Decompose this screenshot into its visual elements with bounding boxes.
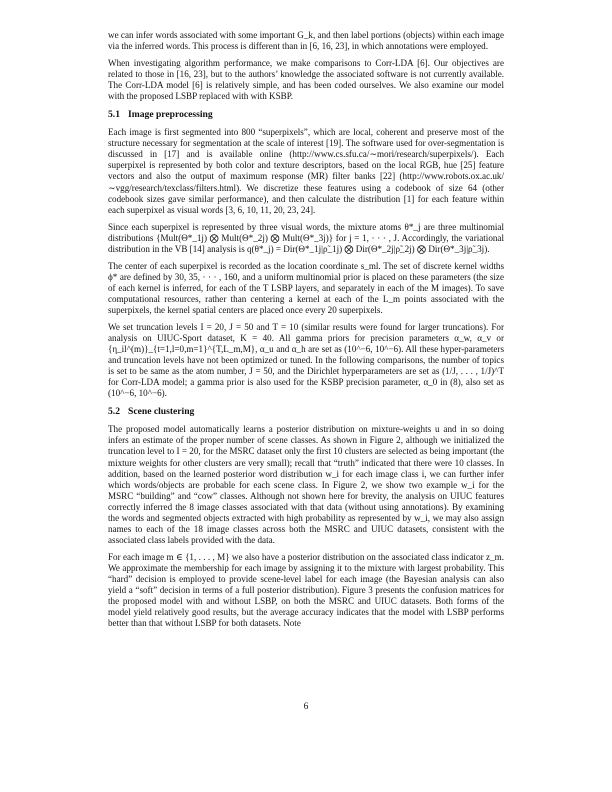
paragraph-mixture-weights: The proposed model automatically learns a posterior distribution on mixture-weights u and in so doing infers an estimate of the proper number of scene classes. As shown in Figure 2, although we initialized the truncation level to I = 20, for the MSRC dataset only the first 10 clusters are selected as being important (the mixture weights for other clusters are very small); recall that “truth” indicated that there were 10 classes. In addition, based on the learned posterior word distribution w_i for each image class i, we can further infer which words/objects are probable for each scene class. In Figure 2, we show two example w_i for the MSRC “building” and “cow” classes. Although not shown here for brevity, the analysis on UIUC features correctly inferred the 8 image classes associated with that data (without using annotations). By examining the words and segmented objects extracted with high probability as represented by w_i, we may also assign names to each of the 18 image classes across both the MSRC and UIUC datasets, consistent with the associated class labels provided with the data. [108,424,504,545]
paragraph-class-indicator: For each image m ∈ {1, . . . , M} we also have a posterior distribution on the associated class indicator z_m. We approximate the membership for each image by assigning it to the mixture with largest probability. This “hard” decision is employed to provide scene-level label for each image (the Bayesian analysis can also yield a “soft” decision in terms of a full posterior distribution). Figure 3 presents the confusion matrices for the proposed model with and without LSBP, on both the MSRC and UIUC datasets. Both forms of the model yield relatively good results, but the average accuracy indicates that the model with LSBP performs better than that without LSBP for both datasets. Note [108,551,504,629]
paragraph-superpixels: Each image is first segmented into 800 “superpixels”, which are local, coherent and preserve most of the structure necessary for segmentation at the scale of interest [19]. The software used for over-segmentation is discussed in [17] and is available online (http://www.cs.sfu.ca/∼mori/research/superpixels/). Each superpixel is represented by both color and texture descriptors, based on the local RGB, hue [25] feature vectors and also the output of maximum response (MR) filter banks [22] (http://www.robots.ox.ac.uk/∼vgg/research/texclass/filters.html). We discretize these features using a codebook of size 64 (other codebook sizes gave similar performance), and then calculate the distribution [1] for each feature within each superpixel as visual words [3, 6, 10, 11, 20, 23, 24]. [108,127,504,215]
page-number: 6 [303,702,309,712]
section-title: Scene clustering [128,406,195,418]
section-heading-scene-clustering [108,406,504,418]
section-title: Image preprocessing [128,109,213,121]
section-number: 5.2 [108,406,120,418]
paragraph-kernel-widths: The center of each superpixel is recorded as the location coordinate s_ml. The set of discrete kernel widths ϕ* are defined by 30, 35, · · · , 160, and a uniform multinomial prior is placed on these parameters (the size of each kernel is inferred, for each of the T LSBP layers, and separately in each of the M images). To save computational resources, rather than centering a kernel at each of the L_m points associated with the superpixels, the kernel spatial centers are placed once every 20 superpixels. [108,260,504,315]
paragraph-truncation-levels: We set truncation levels I = 20, J = 50 and T = 10 (similar results were found for larger truncations). For analysis on UIUC-Sport dataset, K = 40. All gamma priors for precision parameters α_w, α_v or {η_il^(m)}_{t=1,l=0,m=1}^{T,L_m,M}, α_u and α_h are set as (10^−6, 10^−6). All these hyper-parameters and truncation levels have not been optimized or tuned. In the following comparisons, the number of topics is set to be same as the atom number, J = 50, and the Dirichlet hyperparameters are set as (1/J, . . . , 1/J)^T for Corr-LDA model; a gamma prior is also used for the KSBP precision parameter, α_0 in (8), also set as (10^−6, 10^−6). [108,322,504,399]
paragraph-comparisons: When investigating algorithm performance, we make comparisons to Corr-LDA [6]. Our objectives are related to those in [16, 23], but to the authors’ knowledge the associated software is not currently available. The Corr-LDA model [6] is relatively simple, and has been coded ourselves. We also examine our model with the proposed LSBP replaced with with KSBP. [108,58,504,102]
paper-page [108,30,504,635]
section-heading-image-preprocessing [108,109,504,121]
section-number: 5.1 [108,109,120,121]
paragraph-mixture-atoms: Since each superpixel is represented by three visual words, the mixture atoms θ*_j are three multinomial distributions {Mult(Θ*_1j) ⨂ Mult(Θ*_2j) ⨂ Mult(Θ*_3j)} for j = 1, · · · , J. Accordingly, the variational distribution in the VB [14] analysis is q(θ*_j) = Dir(Θ*_1j|ρ̃_1j) ⨂ Dir(Θ*_2j|ρ̃_2j) ⨂ Dir(Θ*_3j|ρ̃_3j). [108,221,504,254]
paragraph-intro-continued: we can infer words associated with some important G_k, and then label portions (objects) within each image via the inferred words. This process is different than in [6, 16, 23], in which annotations were employed. [108,30,504,52]
